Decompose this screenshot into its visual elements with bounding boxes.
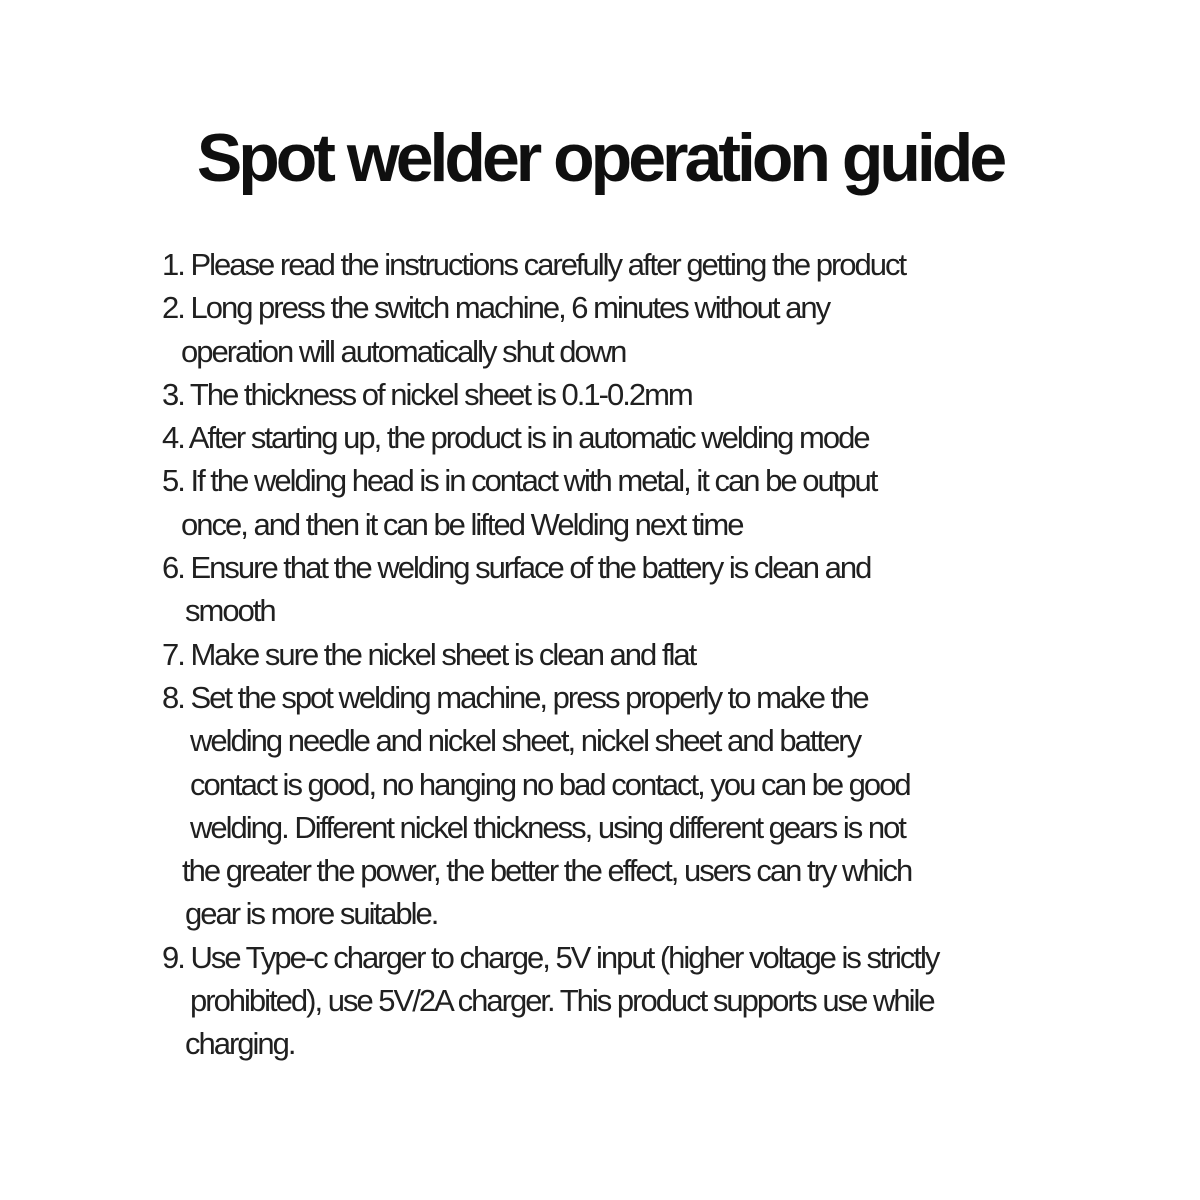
instruction-line: 3. The thickness of nickel sheet is 0.1-0.2mm: [162, 376, 692, 412]
instruction-line: 2. Long press the switch machine, 6 minutes without any: [162, 290, 830, 326]
instruction-item-7: [162, 633, 1062, 676]
instruction-line: 7. Make sure the nickel sheet is clean and flat: [162, 636, 696, 672]
instruction-line: welding. Different nickel thickness, using different gears is not: [190, 809, 905, 845]
instruction-item-1: [162, 243, 1062, 286]
instruction-line: 4. After starting up, the product is in automatic welding mode: [162, 420, 869, 456]
instruction-line: operation will automatically shut down: [181, 333, 626, 369]
instruction-line: gear is more suitable.: [185, 896, 438, 932]
instruction-item-3: [162, 373, 1062, 416]
instruction-line: 8. Set the spot welding machine, press properly to make the: [162, 679, 868, 715]
page-title: Spot welder operation guide: [196, 120, 1004, 196]
instruction-line: 9. Use Type-c charger to charge, 5V input (higher voltage is strictly: [162, 939, 939, 975]
instruction-line: prohibited), use 5V/2A charger. This product supports use while: [190, 983, 934, 1019]
instruction-item-6: [162, 546, 1062, 633]
instruction-item-5: [162, 459, 1062, 546]
instruction-line: 1. Please read the instructions carefully after getting the product: [162, 247, 906, 282]
instruction-line: once, and then it can be lifted Welding next time: [181, 506, 743, 542]
instruction-line: welding needle and nickel sheet, nickel sheet and battery: [190, 723, 861, 759]
instruction-line: the greater the power, the better the effect, users can try which: [182, 853, 912, 889]
instruction-item-9: [162, 936, 1062, 1066]
instruction-line: charging.: [185, 1026, 295, 1062]
instruction-item-8: [162, 676, 1062, 936]
instruction-line: 6. Ensure that the welding surface of the battery is clean and: [162, 550, 871, 586]
instruction-line: 5. If the welding head is in contact with metal, it can be output: [162, 463, 877, 499]
instruction-line: contact is good, no hanging no bad contact, you can be good: [190, 766, 910, 802]
instruction-line: smooth: [185, 593, 275, 629]
instruction-list: [162, 243, 1062, 1066]
instruction-item-4: [162, 416, 1062, 459]
instruction-item-2: [162, 286, 1062, 373]
